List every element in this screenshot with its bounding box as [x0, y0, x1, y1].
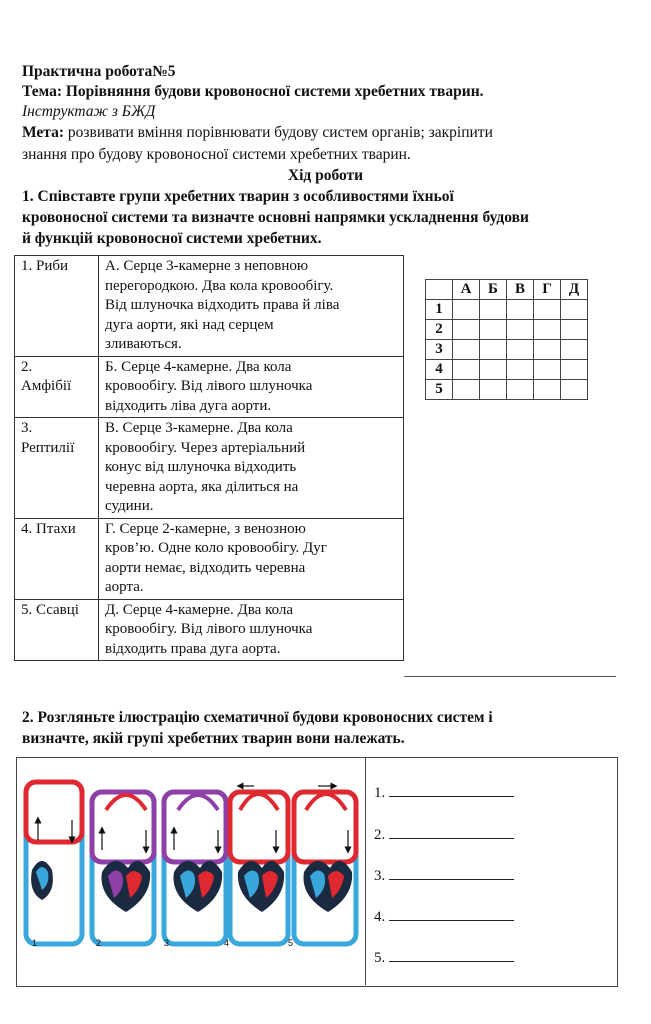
topic-line: [22, 82, 484, 101]
grid-col-header: Г: [534, 280, 561, 300]
scheme-label: 3: [164, 938, 170, 948]
circulatory-diagram: [18, 760, 364, 984]
grid-cell[interactable]: [534, 300, 561, 320]
description-cell: Б. Серце 4-камерне. Два кола кровообігу. Від лівого шлуночка відходить ліва дуга аорти.: [99, 356, 404, 418]
grid-cell[interactable]: [480, 360, 507, 380]
grid-cell[interactable]: [507, 300, 534, 320]
grid-cell[interactable]: [561, 320, 588, 340]
grid-cell[interactable]: [453, 360, 480, 380]
grid-cell[interactable]: [453, 320, 480, 340]
grid-row: [426, 300, 588, 320]
answer-blank[interactable]: [389, 947, 514, 962]
grid-col-header: Б: [480, 280, 507, 300]
answer-blank[interactable]: [389, 824, 514, 839]
grid-cell[interactable]: [507, 340, 534, 360]
grid-cell[interactable]: [480, 380, 507, 400]
topic-label: Тема:: [22, 83, 62, 100]
grid-cell[interactable]: [453, 380, 480, 400]
goal-label: Мета:: [22, 124, 65, 141]
grid-cell[interactable]: [561, 360, 588, 380]
grid-row-header: 2: [426, 320, 453, 340]
answer-line-3[interactable]: 3.: [374, 865, 514, 885]
grid-row: [426, 320, 588, 340]
answer-line-1[interactable]: 1.: [374, 782, 514, 802]
grid-cell[interactable]: [480, 320, 507, 340]
grid-cell[interactable]: [561, 380, 588, 400]
description-cell: В. Серце 3-камерне. Два кола кровообігу. Через артеріальний конус від шлуночка відходить черевна аорта, яка ділиться на судини.: [99, 418, 404, 519]
answer-line-4[interactable]: 4.: [374, 906, 514, 926]
grid-cell[interactable]: [507, 380, 534, 400]
task2-line-2: визначте, якій групі хребетних тварин вони належать.: [22, 730, 405, 747]
task1-line-2: кровоносної системи та визначте основні напрямки ускладнення будови: [22, 209, 529, 226]
grid-row-header: 4: [426, 360, 453, 380]
answer-line-5[interactable]: 5.: [374, 947, 514, 967]
scheme-label: 1: [32, 938, 38, 948]
scheme-2-amphibian: [92, 792, 154, 948]
separator-line: [404, 676, 616, 677]
topic-text: Порівняння будови кровоносної системи хребетних тварин.: [65, 83, 484, 100]
description-cell: Д. Серце 4-камерне. Два кола кровообігу. Від лівого шлуночка відходить права дуга аорта.: [99, 599, 404, 661]
group-cell: 3. Рептилії: [15, 418, 99, 519]
goal-text-1: розвивати вміння порівнювати будову систем органів; закріпити: [67, 124, 493, 141]
grid-row: [426, 340, 588, 360]
grid-row-header: 1: [426, 300, 453, 320]
grid-col-header: А: [453, 280, 480, 300]
grid-cell[interactable]: [453, 300, 480, 320]
goal-line-2: знання про будову кровоносної системи хребетних тварин.: [22, 146, 411, 163]
grid-cell[interactable]: [561, 340, 588, 360]
grid-header-row: [426, 280, 588, 300]
answer-blank[interactable]: [389, 906, 514, 921]
table-row: [15, 356, 404, 418]
illustration-divider: [365, 757, 366, 985]
group-cell: 1. Риби: [15, 256, 99, 357]
grid-col-header: В: [507, 280, 534, 300]
table-row: [15, 599, 404, 661]
grid-cell[interactable]: [480, 300, 507, 320]
grid-cell[interactable]: [534, 360, 561, 380]
grid-row-header: 5: [426, 380, 453, 400]
description-cell: Г. Серце 2-камерне, з венозною кров’ю. Одне коло кровообігу. Дуг аорти немає, відходить черевна аорта.: [99, 518, 404, 599]
task2-line-1: 2. Розгляньте ілюстрацію схематичної будови кровоносних систем і: [22, 709, 493, 726]
answer-line-2[interactable]: 2.: [374, 824, 514, 844]
group-cell: 4. Птахи: [15, 518, 99, 599]
table-row: [15, 518, 404, 599]
answer-blank[interactable]: [389, 782, 514, 797]
task1-line-1: 1. Співставте групи хребетних тварин з особливостями їхньої: [22, 188, 454, 205]
safety-instruction: Інструктаж з БЖД: [22, 103, 156, 120]
grid-cell[interactable]: [507, 360, 534, 380]
progress-heading: Хід роботи: [287, 167, 364, 184]
grid-row: [426, 380, 588, 400]
scheme-label: 4: [224, 938, 230, 948]
grid-cell[interactable]: [561, 300, 588, 320]
page-title: Практична робота№5: [22, 63, 176, 80]
group-cell: 5. Ссавці: [15, 599, 99, 661]
grid-col-header: Д: [561, 280, 588, 300]
scheme-label: 2: [96, 938, 102, 948]
grid-row-header: 3: [426, 340, 453, 360]
grid-cell[interactable]: [534, 380, 561, 400]
grid-corner: [426, 280, 453, 300]
scheme-1-fish: [26, 782, 82, 948]
grid-cell[interactable]: [534, 320, 561, 340]
scheme-4-bird: [224, 786, 288, 948]
table-row: [15, 256, 404, 357]
goal-line-1: [22, 123, 493, 142]
grid-cell[interactable]: [507, 320, 534, 340]
grid-row: [426, 360, 588, 380]
grid-cell[interactable]: [480, 340, 507, 360]
scheme-3-reptile: [164, 792, 226, 948]
table-row: [15, 418, 404, 519]
group-cell: 2. Амфібії: [15, 356, 99, 418]
answer-grid: [425, 279, 588, 400]
answer-blank[interactable]: [389, 865, 514, 880]
description-cell: А. Серце 3-камерне з неповною перегородкою. Два кола кровообігу. Від шлуночка відходить права й ліва дуга аорти, які над серцем зливаються.: [99, 256, 404, 357]
grid-cell[interactable]: [453, 340, 480, 360]
task1-line-3: й функцій кровоносної системи хребетних.: [22, 230, 322, 247]
scheme-5-mammal: [288, 786, 356, 948]
grid-cell[interactable]: [534, 340, 561, 360]
scheme-label: 5: [288, 938, 294, 948]
matching-table: [14, 255, 404, 661]
